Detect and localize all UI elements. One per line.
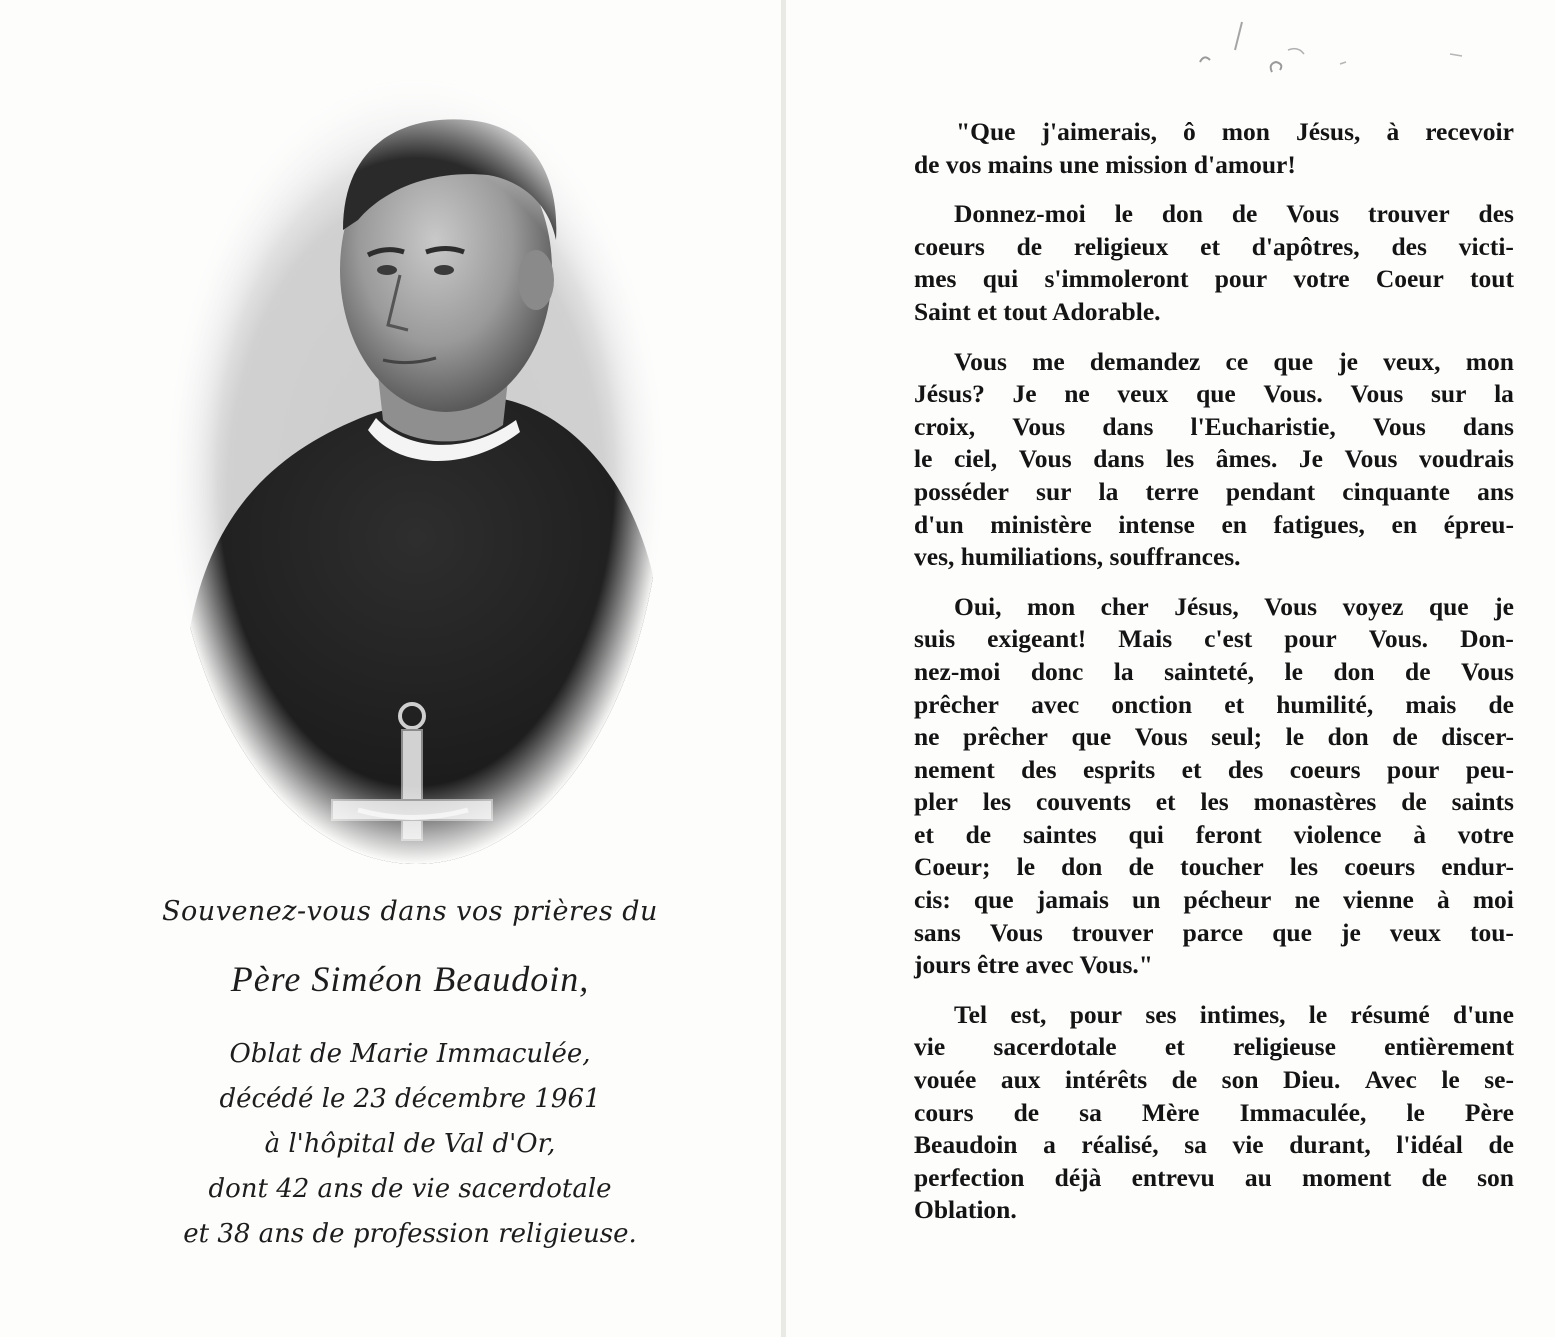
prayer-line: pler les couvents et les monastères de saints — [914, 787, 1514, 817]
prayer-line: cis: que jamais un pécheur ne vienne à moi — [914, 885, 1514, 915]
prayer-line: Oblation. — [914, 1195, 1017, 1225]
prayer-paragraph — [914, 116, 1514, 181]
prayer-line: Beaudoin a réalisé, sa vie durant, l'idéal de — [914, 1130, 1514, 1160]
prayer-paragraph — [914, 198, 1514, 328]
priest-name: Père Siméon Beaudoin, — [230, 959, 590, 999]
prayer-line: Jésus? Je ne veux que Vous. Vous sur la — [914, 379, 1514, 409]
caption-line: décédé le 23 décembre 1961 — [219, 1084, 601, 1114]
prayer-line: le ciel, Vous dans les âmes. Je Vous voudrais — [914, 444, 1514, 474]
caption-line: Oblat de Marie Immaculée, — [229, 1039, 591, 1069]
prayer-paragraph — [914, 346, 1514, 574]
prayer-line: ne prêcher que Vous seul; le don de discer- — [914, 722, 1514, 752]
prayer-line: jours être avec Vous." — [914, 950, 1153, 980]
prayer-line: vouée aux intérêts de son Dieu. Avec le se- — [914, 1065, 1514, 1095]
caption-line: à l'hôpital de Val d'Or, — [264, 1129, 556, 1159]
prayer-line: Donnez-moi le don de Vous trouver des — [954, 199, 1514, 229]
prayer-line: prêcher avec onction et humilité, mais de — [914, 689, 1514, 719]
prayer-line: mes qui s'immoleront pour votre Coeur tout — [914, 264, 1514, 294]
prayer-line: posséder sur la terre pendant cinquante ans — [914, 476, 1514, 506]
prayer-line: perfection déjà entrevu au moment de son — [914, 1162, 1514, 1192]
prayer-line: coeurs de religieux et d'apôtres, des victi- — [914, 231, 1514, 261]
prayer-paragraph — [914, 591, 1514, 982]
prayer-line: croix, Vous dans l'Eucharistie, Vous dans — [914, 411, 1514, 441]
prayer-line: Saint et tout Adorable. — [914, 296, 1161, 326]
prayer-line: "Que j'aimerais, ô mon Jésus, à recevoir — [956, 117, 1514, 146]
prayer-line: nez-moi donc la sainteté, le don de Vous — [914, 656, 1514, 686]
prayer-line: ves, humiliations, souffrances. — [914, 542, 1241, 572]
prayer-line: sans Vous trouver parce que je veux tou- — [914, 917, 1514, 947]
prayer-line: et de saintes qui feront violence à votre — [914, 819, 1514, 849]
caption-line: dont 42 ans de vie sacerdotale — [208, 1174, 612, 1204]
caption-line: et 38 ans de profession religieuse. — [183, 1219, 637, 1249]
priest-portrait-photo — [168, 80, 664, 864]
prayer-line: vie sacerdotale et religieuse entièrement — [914, 1032, 1514, 1062]
handwritten-pencil-mark — [1180, 10, 1480, 80]
prayer-line: cours de sa Mère Immaculée, le Père — [914, 1097, 1514, 1127]
prayer-line: nement des esprits et des coeurs pour peu- — [914, 754, 1514, 784]
caption-intro: Souvenez-vous dans vos prières du — [162, 896, 658, 927]
prayer-line: suis exigeant! Mais c'est pour Vous. Don- — [914, 624, 1514, 654]
prayer-line: d'un ministère intense en fatigues, en épreu- — [914, 509, 1514, 539]
prayer-line: Vous me demandez ce que je veux, mon — [954, 346, 1514, 376]
prayer-line: de vos mains une mission d'amour! — [914, 149, 1296, 179]
prayer-line: Coeur; le don de toucher les coeurs endur- — [914, 852, 1514, 882]
caption-details — [100, 1032, 720, 1257]
prayer-line: Tel est, pour ses intimes, le résumé d'une — [954, 999, 1514, 1029]
prayer-paragraph — [914, 999, 1514, 1227]
prayer-text — [914, 116, 1514, 1244]
prayer-line: Oui, mon cher Jésus, Vous voyez que je — [954, 591, 1514, 621]
